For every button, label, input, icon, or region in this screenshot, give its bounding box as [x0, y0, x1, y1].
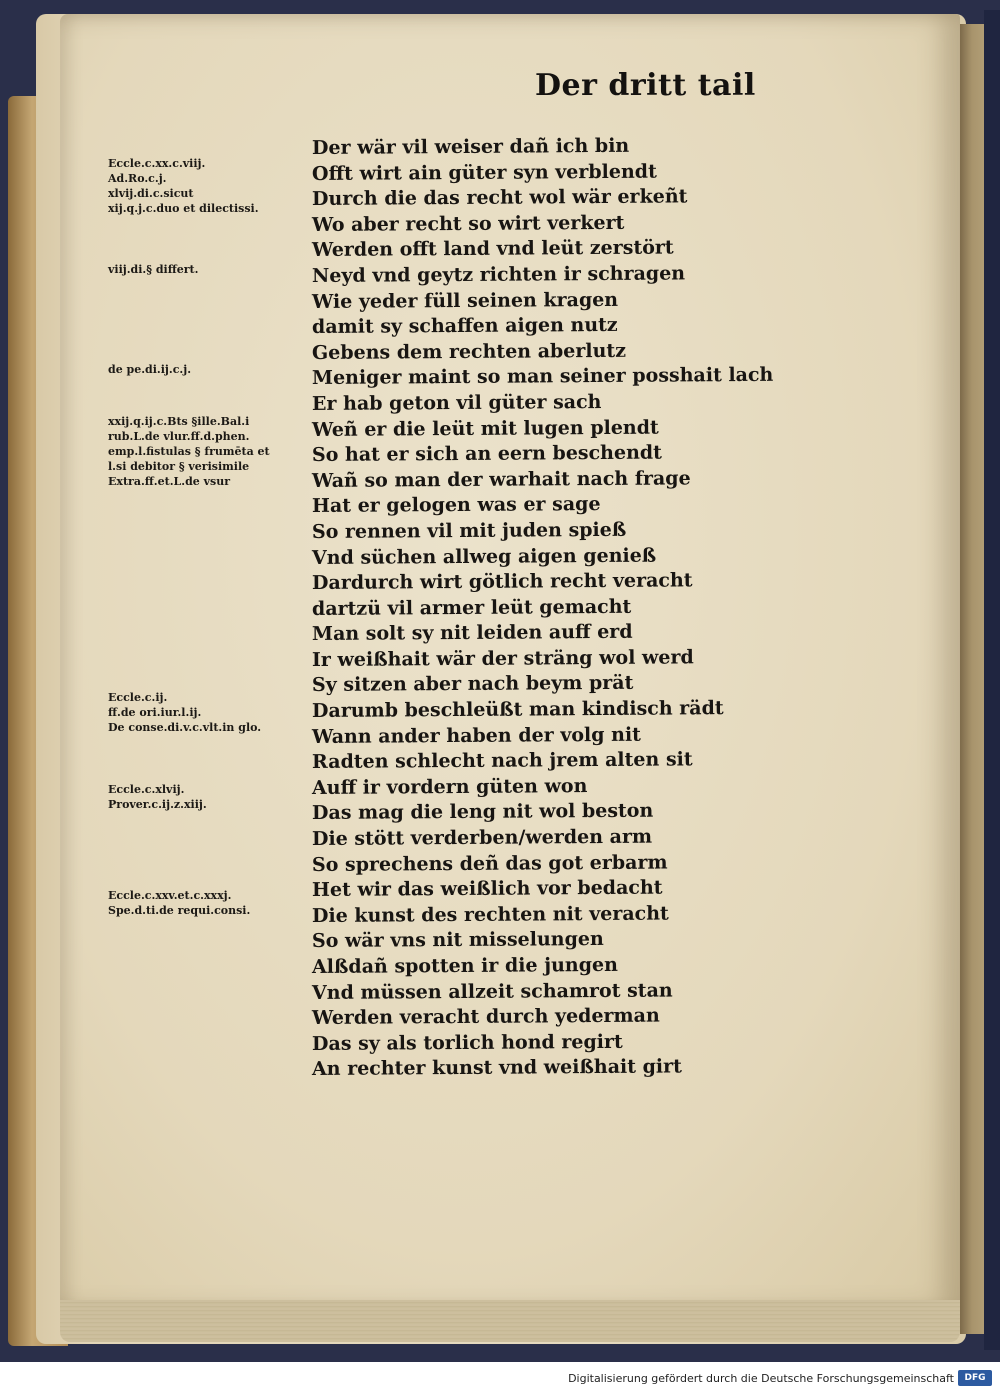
verse-line: Weñ er die leüt mit lugen plendt: [311, 416, 659, 441]
verse-line: So rennen vil mit juden spieß: [311, 518, 627, 543]
verse-line: Wann ander haben der volg nit: [311, 723, 642, 748]
verse-line: Durch die das recht wol wär erkeñt: [311, 185, 688, 211]
verse-line: So wär vns nit misselungen: [311, 928, 604, 953]
verse-column: [312, 136, 772, 1083]
verse-line: Er hab geton vil güter sach: [311, 390, 602, 415]
footer-credit: Digitalisierung gefördert durch die Deutsche Forschungsgemeinschaft: [568, 1372, 954, 1385]
verse-line: Die kunst des rechten nit veracht: [311, 902, 669, 927]
verse-line: Alßdañ spotten ir die jungen: [311, 953, 618, 978]
verse-line: So hat er sich an eern beschendt: [311, 441, 663, 467]
verse-line: Wie yeder füll seinen kragen: [311, 288, 619, 313]
verse-line: Darumb beschleüßt man kindisch rädt: [311, 697, 724, 723]
marginal-note: xxij.q.ij.c.Bts §ille.Bal.i rub.L.de vlur.ff.d.phen. emp.l.fistulas § frumēta et l.si debitor § verisimile Extra.ff.et.L.de vsur: [108, 415, 270, 488]
verse-line: An rechter kunst vnd weißhait girt: [311, 1055, 682, 1081]
verse-line: Werden offt land vnd leüt zerstört: [311, 236, 674, 262]
verse-line: Vnd süchen allweg aigen genieß: [311, 544, 657, 569]
verse-line: Das mag die leng nit wol beston: [311, 800, 654, 825]
verse-line: Het wir das weißlich vor bedacht: [311, 876, 663, 902]
verse-line: Gebens dem rechten aberlutz: [311, 339, 627, 364]
footer-bar: [0, 1362, 1000, 1392]
verse-line: Meniger maint so man seiner posshait lach: [311, 364, 774, 390]
verse-line: Offt wirt ain güter syn verblendt: [311, 160, 657, 185]
marginal-note: viij.di.§ differt.: [108, 263, 199, 276]
verse-line: Vnd müssen allzeit schamrot stan: [311, 979, 673, 1004]
marginal-note: Eccle.c.xxv.et.c.xxxj. Spe.d.ti.de requi.consi.: [108, 889, 251, 917]
running-header: Der dritt tail: [535, 68, 756, 103]
verse-line: Wo aber recht so wirt verkert: [311, 211, 625, 236]
dfg-logo-icon: DFG: [958, 1370, 992, 1386]
page-edges: [60, 1300, 960, 1342]
verse-line: Auff ir vordern güten won: [311, 774, 588, 799]
verse-line: dartzü vil armer leüt gemacht: [311, 595, 632, 620]
verse-line: Neyd vnd geytz richten ir schragen: [311, 262, 686, 287]
verse-line: Hat er gelogen was er sage: [311, 493, 601, 518]
verse-line: Ir weißhait wär der sträng wol werd: [311, 646, 694, 671]
verse-line: Sy sitzen aber nach beym prät: [311, 672, 634, 697]
verse-line: Das sy als torlich hond regirt: [311, 1030, 623, 1055]
verse-line: So sprechens deñ das got erbarm: [311, 851, 668, 876]
verse-line: Die stött verderben/werden arm: [311, 825, 653, 851]
verse-line: Werden veracht durch yederman: [311, 1004, 660, 1030]
marginal-note: Eccle.c.ij. ff.de ori.iur.l.ij. De conse.di.v.c.vlt.in glo.: [108, 691, 262, 734]
verse-line: Dardurch wirt götlich recht veracht: [311, 569, 693, 595]
verse-line: Man solt sy nit leiden auff erd: [311, 621, 633, 646]
marginal-note: Eccle.c.xlvij. Prover.c.ij.z.xiij.: [108, 783, 207, 811]
verse-line: Radten schlecht nach jrem alten sit: [311, 748, 693, 774]
marginal-note: de pe.di.ij.c.j.: [108, 363, 192, 376]
marginal-note: Eccle.c.xx.c.viij. Ad.Ro.c.j. xlvij.di.c.sicut xij.q.j.c.duo et dilectissi.: [108, 157, 259, 215]
verse-line: Wañ so man der warhait nach frage: [311, 467, 691, 492]
verse-line: Der wär vil weiser dañ ich bin: [311, 134, 630, 159]
verse-line: damit sy schaffen aigen nutz: [311, 314, 618, 339]
book-cover-right: [984, 10, 1000, 1350]
